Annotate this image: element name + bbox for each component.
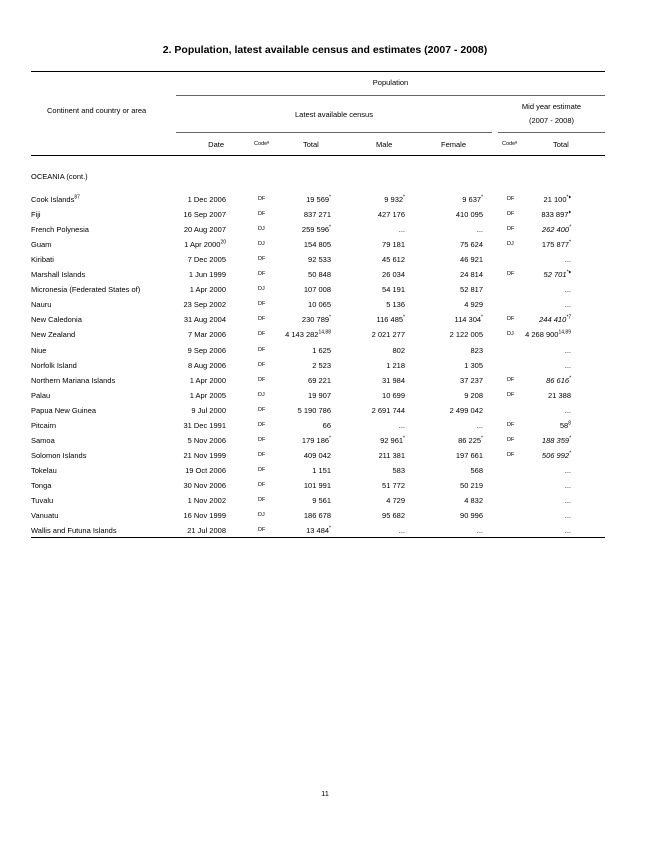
census-female: ... bbox=[476, 420, 483, 430]
midyear-total: ... bbox=[564, 480, 571, 490]
table-row bbox=[0, 526, 650, 541]
census-female: ... bbox=[476, 225, 483, 235]
census-code: DF bbox=[258, 527, 266, 534]
table-row bbox=[0, 481, 650, 496]
midyear-total: ... bbox=[564, 405, 571, 415]
table-row bbox=[0, 270, 650, 285]
census-date: 5 Nov 2006 bbox=[187, 435, 226, 445]
census-total: 50 848 bbox=[308, 270, 331, 280]
table-row bbox=[0, 300, 650, 315]
table-row bbox=[0, 330, 650, 345]
census-total: 230 789* bbox=[301, 314, 331, 325]
census-male: 10 699 bbox=[382, 390, 405, 400]
census-code: DJ bbox=[258, 512, 265, 519]
midyear-total: 262 400* bbox=[541, 224, 571, 235]
table-row bbox=[0, 406, 650, 421]
census-date: 16 Nov 1999 bbox=[183, 511, 226, 521]
census-male: 5 136 bbox=[386, 300, 405, 310]
census-code: DF bbox=[258, 196, 266, 202]
country-name: Samoa bbox=[31, 435, 55, 445]
census-code: DF bbox=[258, 406, 266, 413]
census-female: 9 637* bbox=[462, 194, 483, 204]
census-female: 568 bbox=[470, 465, 483, 475]
page-title: 2. Population, latest available census and estimates (2007 - 2008) bbox=[162, 44, 488, 56]
midyear-rule bbox=[498, 132, 605, 133]
census-female: 1 305 bbox=[464, 360, 483, 370]
census-code: DF bbox=[258, 451, 266, 458]
census-total: 259 596* bbox=[301, 224, 331, 235]
census-date: 19 Oct 2006 bbox=[185, 465, 226, 475]
table-row bbox=[0, 436, 650, 451]
table-row bbox=[0, 315, 650, 330]
midyear-total: ... bbox=[564, 526, 571, 536]
census-male: 802 bbox=[392, 345, 405, 355]
census-male: 45 612 bbox=[382, 255, 405, 265]
table-row bbox=[0, 210, 650, 225]
country-name: Marshall Islands bbox=[31, 270, 86, 280]
census-total: 66 bbox=[322, 420, 331, 430]
census-date: 1 Apr 2000$^{20}$ bbox=[184, 239, 226, 250]
midyear-code: DF bbox=[507, 211, 515, 218]
census-code: DF bbox=[258, 466, 266, 473]
midyear-code: DJ bbox=[507, 331, 514, 338]
country-name: Norfolk Island bbox=[31, 360, 77, 370]
midyear-total: ... bbox=[564, 285, 571, 295]
census-code: DJ bbox=[258, 241, 265, 248]
country-name: Papua New Guinea bbox=[31, 405, 97, 415]
midyear-total: ... bbox=[564, 255, 571, 265]
census-total: 409 042 bbox=[303, 450, 331, 460]
census-code: DF bbox=[258, 211, 266, 218]
census-male: 9 932* bbox=[384, 194, 405, 204]
census-date: 16 Sep 2007 bbox=[183, 210, 226, 220]
census-code: DF bbox=[258, 421, 266, 428]
midyear-total: ... bbox=[564, 345, 571, 355]
table-row bbox=[0, 195, 650, 210]
census-female: 86 225* bbox=[458, 435, 483, 445]
population-rule bbox=[176, 95, 605, 96]
census-date: 9 Jul 2000 bbox=[191, 405, 226, 415]
midyear-period: (2007 - 2008) bbox=[528, 116, 575, 125]
census-female: 52 817 bbox=[460, 285, 483, 295]
date-col-header: Date bbox=[208, 140, 224, 149]
census-code: DF bbox=[258, 331, 266, 338]
country-name: Nauru bbox=[31, 300, 52, 310]
census-male: 583 bbox=[392, 465, 405, 475]
country-name: Pitcairn bbox=[31, 420, 57, 430]
midyear-total: 175 877* bbox=[541, 239, 571, 250]
census-date: 21 Jul 2008 bbox=[187, 526, 226, 536]
census-code: DF bbox=[258, 346, 266, 353]
table-row bbox=[0, 466, 650, 481]
midyear-total: ... bbox=[564, 465, 571, 475]
footnote-marker: *♦ bbox=[566, 194, 571, 201]
census-total: 10 065 bbox=[308, 300, 331, 310]
footnote-marker: * bbox=[569, 375, 571, 382]
census-date: 8 Aug 2006 bbox=[188, 360, 226, 370]
census-male: 92 961* bbox=[380, 435, 405, 445]
footnote-marker: * bbox=[481, 435, 483, 442]
midyear-code: DF bbox=[507, 436, 515, 443]
census-total: 5 190 786 bbox=[297, 405, 331, 415]
country-name: Palau bbox=[31, 390, 51, 400]
census-code: DF bbox=[258, 376, 266, 383]
census-male: 79 181 bbox=[382, 240, 405, 250]
midyear-total: ... bbox=[564, 511, 571, 521]
midyear-total: 21 100*♦ bbox=[543, 194, 571, 204]
census-female: 4 832 bbox=[464, 496, 483, 505]
census-code: DF bbox=[258, 256, 266, 263]
census-date: 31 Aug 2004 bbox=[183, 315, 226, 325]
footnote-marker: * bbox=[403, 314, 405, 321]
total-col-header: Total bbox=[303, 140, 319, 149]
census-female: 4 929 bbox=[464, 300, 483, 310]
population-header: Population bbox=[372, 78, 409, 87]
census-male: 51 772 bbox=[382, 480, 405, 490]
country-name: Cook Islands$^{87}$ bbox=[31, 194, 80, 204]
census-male: 427 176 bbox=[377, 210, 405, 220]
census-female: 90 996 bbox=[460, 511, 483, 521]
census-total: 4 143 282$^{14,88}$ bbox=[285, 329, 331, 340]
table-bottom-rule bbox=[31, 537, 605, 538]
census-male: 2 691 744 bbox=[371, 405, 405, 415]
census-date: 21 Nov 1999 bbox=[183, 450, 226, 460]
midyear-total: 188 359* bbox=[541, 435, 571, 445]
footnote-marker: 14,88 bbox=[318, 329, 331, 336]
table-row bbox=[0, 240, 650, 255]
midyear-code: DF bbox=[507, 316, 515, 323]
census-total: 101 991 bbox=[303, 480, 331, 490]
census-female: 2 122 005 bbox=[449, 330, 483, 340]
footnote-marker: * bbox=[329, 194, 331, 201]
table-row bbox=[0, 346, 650, 361]
census-female: 410 095 bbox=[455, 210, 483, 220]
midyear-header: Mid year estimate bbox=[521, 102, 582, 111]
footnote-marker: *7 bbox=[566, 314, 571, 321]
midyear-code: DF bbox=[507, 196, 515, 202]
country-name: New Zealand bbox=[31, 330, 76, 340]
census-total: 13 484* bbox=[306, 525, 331, 536]
country-name: Northern Mariana Islands bbox=[31, 375, 116, 385]
census-female: ... bbox=[476, 526, 483, 536]
country-name: French Polynesia bbox=[31, 225, 89, 235]
section-heading: OCEANIA (cont.) bbox=[31, 172, 88, 181]
census-female: 9 208 bbox=[464, 390, 483, 400]
footnote-marker: * bbox=[329, 525, 331, 532]
male-col-header: Male bbox=[376, 140, 393, 149]
country-name: Vanuatu bbox=[31, 511, 59, 521]
census-male: ... bbox=[398, 526, 405, 536]
midyear-total: ... bbox=[564, 496, 571, 505]
census-date: 31 Dec 1991 bbox=[183, 420, 226, 430]
midyear-code: DF bbox=[507, 391, 515, 398]
country-name: Tonga bbox=[31, 480, 52, 490]
census-female: 197 661 bbox=[455, 450, 483, 460]
country-name: Solomon Islands bbox=[31, 450, 87, 460]
census-male: 211 381 bbox=[378, 450, 405, 460]
midyear-total: $58^8$ bbox=[559, 420, 571, 430]
midyear-total: 506 992* bbox=[541, 450, 571, 460]
table-row bbox=[0, 496, 650, 511]
country-name: Wallis and Futuna Islands bbox=[31, 526, 117, 536]
census-date: 1 Dec 2006 bbox=[187, 195, 226, 204]
table-row bbox=[0, 451, 650, 466]
census-female: 24 814 bbox=[460, 270, 483, 280]
census-female: 37 237 bbox=[460, 375, 483, 385]
footnote-marker: * bbox=[569, 224, 571, 231]
footnote-marker: * bbox=[481, 194, 483, 201]
census-female: 823 bbox=[470, 345, 483, 355]
census-date: 30 Nov 2006 bbox=[183, 480, 226, 490]
footnote-marker: * bbox=[569, 450, 571, 457]
census-total: 69 221 bbox=[308, 375, 331, 385]
census-date: 23 Sep 2002 bbox=[183, 300, 226, 310]
census-male: 95 682 bbox=[382, 511, 405, 521]
census-total: 19 569* bbox=[306, 194, 331, 204]
midyear-code: DF bbox=[507, 376, 515, 383]
census-date: 20 Aug 2007 bbox=[183, 225, 226, 235]
table-row bbox=[0, 421, 650, 436]
footnote-marker: 20 bbox=[220, 239, 226, 246]
footnote-marker: * bbox=[329, 224, 331, 231]
footnote-marker: * bbox=[329, 435, 331, 442]
midyear-total: 52 701*♦ bbox=[543, 269, 571, 280]
female-col-header: Female bbox=[441, 140, 467, 149]
table-row bbox=[0, 285, 650, 300]
table-row bbox=[0, 391, 650, 406]
census-code: DF bbox=[258, 316, 266, 323]
census-total: 2 523 bbox=[312, 360, 331, 370]
census-code: DJ bbox=[258, 391, 265, 398]
country-name: Guam bbox=[31, 240, 52, 250]
country-name: New Caledonia bbox=[31, 315, 82, 325]
census-total: 92 533 bbox=[308, 255, 331, 265]
footnote-marker: 8 bbox=[568, 420, 571, 427]
header-bottom-rule bbox=[31, 155, 605, 156]
census-male: ... bbox=[398, 225, 405, 235]
midyear-code: DF bbox=[507, 226, 515, 233]
census-total: 107 008 bbox=[303, 285, 331, 295]
census-male: 54 191 bbox=[382, 285, 405, 295]
midyear-total: 833 897♦ bbox=[541, 209, 571, 220]
census-total: 1 625 bbox=[312, 345, 331, 355]
census-total: 1 151 bbox=[312, 465, 331, 475]
continent-header: Continent and country or area bbox=[47, 106, 147, 115]
country-name: Kiribati bbox=[31, 255, 54, 265]
census-total: 154 805 bbox=[303, 240, 331, 250]
midyear-total: 21 388 bbox=[548, 390, 571, 400]
table-row bbox=[0, 376, 650, 391]
census-female: 75 624 bbox=[460, 240, 483, 250]
midyear-code: DF bbox=[507, 451, 515, 458]
census-female: 2 499 042 bbox=[449, 405, 483, 415]
footnote-marker: ♦ bbox=[568, 209, 571, 216]
footnote-marker: 87 bbox=[74, 194, 80, 201]
census-rule bbox=[176, 132, 492, 133]
footnote-marker: * bbox=[329, 314, 331, 321]
census-male: 116 485* bbox=[376, 314, 405, 325]
midyear-total: 4 268 900$^{14,89}$ bbox=[525, 329, 571, 340]
census-total: 837 271 bbox=[303, 210, 331, 220]
midyear-code-col-header: Codeª bbox=[502, 141, 518, 147]
footnote-marker: * bbox=[481, 314, 483, 321]
census-code: DF bbox=[258, 361, 266, 368]
census-female: 114 304* bbox=[454, 314, 483, 325]
country-name: Niue bbox=[31, 345, 47, 355]
census-date: 1 Apr 2005 bbox=[189, 390, 226, 400]
country-name: Tokelau bbox=[31, 465, 57, 475]
census-male: 26 034 bbox=[382, 270, 405, 280]
census-code: DF bbox=[258, 481, 266, 488]
census-date: 1 Nov 2002 bbox=[187, 496, 226, 505]
census-code: DF bbox=[258, 436, 266, 443]
census-date: 1 Jun 1999 bbox=[188, 270, 226, 280]
footnote-marker: * bbox=[403, 435, 405, 442]
country-name: Micronesia (Federated States of) bbox=[31, 285, 141, 295]
census-date: 1 Apr 2000 bbox=[189, 375, 226, 385]
census-code: DF bbox=[258, 271, 266, 278]
footnote-marker: 14,89 bbox=[558, 329, 571, 336]
midyear-total: 86 616* bbox=[546, 375, 571, 385]
census-total: 186 678 bbox=[303, 511, 331, 521]
header-top-rule bbox=[31, 71, 605, 72]
footnote-marker: * bbox=[569, 435, 571, 442]
census-date: 7 Mar 2006 bbox=[188, 330, 226, 340]
midyear-total: ... bbox=[564, 300, 571, 310]
census-code: DJ bbox=[258, 226, 265, 233]
country-name: Fiji bbox=[31, 210, 41, 220]
page-number: 11 bbox=[321, 789, 329, 798]
midyear-code: DF bbox=[507, 271, 515, 278]
midyear-total: ... bbox=[564, 360, 571, 370]
census-total: 179 186* bbox=[301, 435, 331, 445]
midyear-code: DJ bbox=[507, 241, 514, 248]
midyear-code: DF bbox=[507, 421, 515, 428]
census-female: 46 921 bbox=[460, 255, 483, 265]
census-male: ... bbox=[398, 420, 405, 430]
table-row bbox=[0, 225, 650, 240]
census-total: 19 907 bbox=[308, 390, 331, 400]
census-male: 4 729 bbox=[386, 496, 405, 505]
midyear-total: 244 410$^{*7}$ bbox=[539, 314, 571, 325]
footnote-marker: * bbox=[569, 239, 571, 246]
country-name: Tuvalu bbox=[31, 496, 54, 505]
census-code: DF bbox=[258, 497, 266, 503]
table-row bbox=[0, 511, 650, 526]
census-male: 1 218 bbox=[386, 360, 405, 370]
midyear-total-col-header: Total bbox=[553, 140, 569, 149]
table-row bbox=[0, 255, 650, 270]
latest-census-header: Latest available census bbox=[295, 110, 373, 119]
census-date: 7 Dec 2005 bbox=[187, 255, 226, 265]
census-female: 50 219 bbox=[460, 480, 483, 490]
census-male: 31 984 bbox=[382, 375, 405, 385]
footnote-marker: * bbox=[403, 194, 405, 201]
table-row bbox=[0, 361, 650, 376]
census-date: 1 Apr 2000 bbox=[189, 285, 226, 295]
census-date: 9 Sep 2006 bbox=[187, 345, 226, 355]
census-code: DF bbox=[258, 301, 266, 308]
census-total: 9 561 bbox=[312, 496, 331, 505]
footnote-marker: *♦ bbox=[566, 269, 571, 276]
census-code: DJ bbox=[258, 286, 265, 293]
census-male: 2 021 277 bbox=[371, 330, 405, 340]
code-col-header: Codeª bbox=[254, 141, 270, 147]
